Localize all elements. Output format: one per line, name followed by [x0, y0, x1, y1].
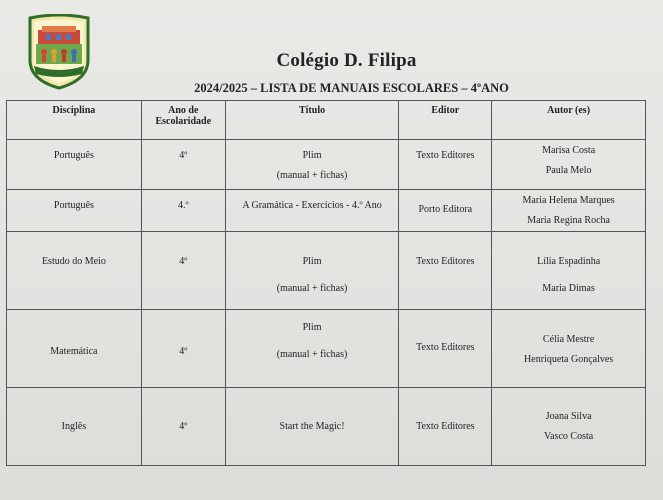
- author-name: Henriqueta Gonçalves: [524, 354, 614, 365]
- title-line: Plim: [302, 150, 322, 161]
- cell-publisher: Texto Editores: [399, 310, 492, 388]
- cell-authors: [492, 310, 646, 388]
- cell-grade: 4º: [141, 140, 225, 190]
- cell-publisher: Texto Editores: [399, 388, 492, 466]
- cell-title: [225, 310, 399, 388]
- title-line: (manual + fichas): [276, 349, 348, 360]
- author-name: Célia Mestre: [542, 334, 595, 345]
- author-name: Lília Espadinha: [537, 256, 601, 267]
- cell-authors: [492, 190, 646, 232]
- school-name: Colégio D. Filipa: [276, 50, 417, 71]
- author-name: Paula Melo: [545, 165, 592, 176]
- cell-subject: Português: [7, 190, 142, 232]
- author-name: Joana Silva: [545, 411, 592, 422]
- cell-subject: Inglês: [7, 388, 142, 466]
- cell-publisher: Texto Editores: [399, 140, 492, 190]
- title-line: (manual + fichas): [276, 170, 348, 181]
- cell-title: [225, 190, 399, 232]
- table-row: [7, 140, 646, 190]
- cell-subject: Estudo do Meio: [7, 232, 142, 310]
- table-row: [7, 232, 646, 310]
- table-row: [7, 388, 646, 466]
- header-grade: Ano de Escolaridade: [141, 101, 225, 140]
- header-publisher: Editor: [399, 101, 492, 140]
- cell-authors: [492, 388, 646, 466]
- cell-subject: Português: [7, 140, 142, 190]
- author-name: Vasco Costa: [544, 431, 594, 442]
- title-line: (manual + fichas): [276, 283, 348, 294]
- table-row: [7, 190, 646, 232]
- cell-subject: Matemática: [7, 310, 142, 388]
- cell-grade: 4º: [141, 310, 225, 388]
- author-name: Maria Regina Rocha: [527, 215, 610, 226]
- author-name: Maria Dimas: [542, 283, 595, 294]
- title-line: Start the Magic!: [279, 421, 345, 432]
- author-name: Marisa Costa: [542, 145, 596, 156]
- cell-title: [225, 232, 399, 310]
- header-subject: Disciplina: [7, 101, 142, 140]
- title-line: A Gramática - Exercícios - 4.º Ano: [242, 200, 382, 211]
- author-name: Maria Helena Marques: [522, 195, 615, 206]
- list-title: 2024/2025 – LISTA DE MANUAIS ESCOLARES – 4ºANO: [194, 81, 509, 95]
- header-title: Título: [225, 101, 399, 140]
- table-header-row: [7, 101, 646, 140]
- cell-authors: [492, 232, 646, 310]
- title-line: Plim: [302, 256, 322, 267]
- cell-publisher: Porto Editora: [399, 190, 492, 232]
- cell-grade: 4º: [141, 388, 225, 466]
- cell-title: [225, 140, 399, 190]
- cell-publisher: Texto Editores: [399, 232, 492, 310]
- title-line: Plim: [302, 322, 322, 333]
- cell-title: [225, 388, 399, 466]
- cell-grade: 4.º: [141, 190, 225, 232]
- textbook-table: [6, 100, 646, 466]
- header-authors: Autor (es): [492, 101, 646, 140]
- table-row: [7, 310, 646, 388]
- cell-authors: [492, 140, 646, 190]
- cell-grade: 4º: [141, 232, 225, 310]
